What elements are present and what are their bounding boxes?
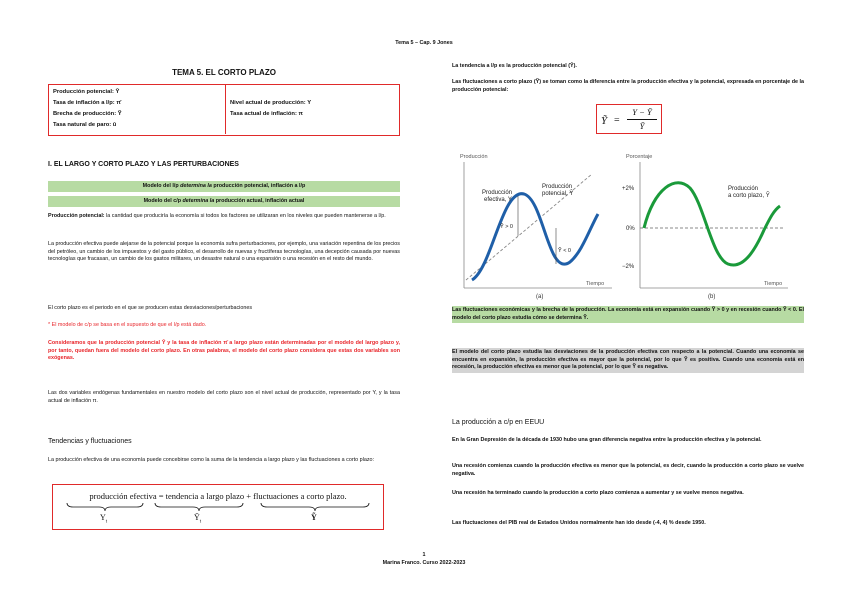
page-header: Tema 5 – Cap. 9 Jones — [395, 40, 453, 46]
fig-a-label-pot-2: potencial, Ȳ — [542, 191, 574, 197]
fig-b-ylabel: Porcentaje — [626, 154, 653, 160]
def-actual-inflation: Tasa actual de inflación: π — [230, 111, 303, 117]
formula-lhs: Ỹ — [601, 115, 608, 127]
def-potential: Producción potencial: Ȳ — [53, 89, 120, 95]
figure-a — [452, 148, 632, 304]
fig-b-label-2: a corto plazo, Ỹ — [728, 193, 770, 199]
fig-a-label-pot-1: Producción — [542, 184, 573, 190]
page-number: 1 — [422, 552, 426, 558]
footer-author: Marina Franco. Curso 2022-2023 — [382, 560, 466, 566]
definitions-box — [48, 84, 400, 136]
fig-a-xlabel: Tiempo — [586, 281, 605, 287]
equation-ytilde: Ỹ — [311, 513, 317, 522]
paragraph-gdp-range: Las fluctuaciones del PIB real de Estados Unidos normalmente han ido desde (-4, 4) % desde 1950. — [452, 520, 706, 526]
definitions-divider — [225, 85, 226, 134]
green-paragraph: Las fluctuaciones económicas y la brecha de la producción. La economía está en expansión cuando Ỹ > 0 y en recesión cuando Ỹ < 0. El modelo del corto plazo estudia cómo se determina Ỹ. — [452, 306, 804, 323]
figure-b — [620, 148, 806, 304]
subheading-trends: Tendencias y fluctuaciones — [48, 438, 132, 445]
formula-equals: = — [614, 115, 620, 126]
equation-box — [52, 484, 384, 530]
equation-y: $Y_t$ — [100, 513, 108, 525]
formula-fraction-bar — [627, 119, 657, 120]
fig-b-tick-minus2: −2% — [622, 264, 635, 270]
fig-a-actual-curve — [472, 194, 598, 280]
definitions-col1 — [53, 87, 223, 131]
model-lp-banner: Modelo del l/p determina la producción potencial, inflación a l/p — [48, 181, 400, 192]
fig-a-gt: Ỹ > 0 — [500, 224, 513, 230]
paragraph-sum: La producción efectiva de una economía puede concebirse como la suma de la tendencia a largo plazo y las fluctuaciones a corto plazo: — [48, 457, 375, 463]
paragraph-trend: La tendencia a l/p es la producción potencial (Ȳ). — [452, 63, 577, 69]
def-inflation-lp: Tasa de inflación a l/p: π̄ — [53, 100, 121, 106]
paragraph-recession-end: Una recesión ha terminado cuando la producción a corto plazo comienza a aumentar y se vuelve menos negativa. — [452, 490, 744, 496]
formula-denominator: Ȳ — [639, 121, 645, 131]
fig-a-label-eff-1: Producción — [482, 190, 513, 196]
subheading-usa: La producción a c/p en EEUU — [452, 419, 545, 426]
equation-ybar: $Ȳ_t$ — [194, 513, 202, 525]
model-cp-banner: Modelo del c/p determina la producción actual, inflación actual — [48, 196, 400, 207]
fig-a-label-eff-2: efectiva, Y — [484, 197, 512, 203]
def-output-gap: Brecha de producción: Ỹ — [53, 111, 122, 117]
fig-b-caption: (b) — [708, 294, 716, 300]
paragraph-assumption: * El modelo de c/p se basa en el supuesto de que el l/p está dado. — [48, 322, 207, 328]
fig-a-lt: Ỹ < 0 — [558, 248, 571, 254]
paragraph-fluctuations: Las fluctuaciones a corto plazo (Ỹ) se toman como la diferencia entre la producción efectiva y la potencial, expresada en porcentaje de la producción potencial: — [452, 79, 804, 93]
paragraph-short-run: El corto plazo es el periodo en el que se producen estas desviaciones/perturbaciones — [48, 305, 253, 311]
paragraph-potential: Producción potencial: la cantidad que produciría la economía si todos los factores se utilizaran en los niveles que pueden mantenerse a l/p. — [48, 213, 386, 219]
fig-a-caption: (a) — [536, 294, 544, 300]
formula-box — [596, 104, 662, 134]
paragraph-depression: En la Gran Depresión de la década de 1930 hubo una gran diferencia negativa entre la producción efectiva y la potencial. — [452, 437, 762, 443]
fig-b-tick-0: 0% — [626, 226, 635, 232]
def-natural-unemployment: Tasa natural de paro: ū — [53, 122, 117, 128]
fig-b-tick-plus2: +2% — [622, 186, 635, 192]
grey-paragraph: El modelo del corto plazo estudia las desviaciones de la producción efectiva con respecto a la potencial. Cuando una economía se encuentra en expansión, la producción efectiva es mayor que la potencial, por lo que Ỹ es positiva. Cuando una economía está en recesión, la producción efectiva es menor que la potencial, por lo que Ỹ es negativa. — [452, 348, 804, 373]
paragraph-perturbations: La producción efectiva puede alejarse de la potencial porque la economía sufra perturbaciones, por ejemplo, una variación repentina de los precios del petróleo, un cambio de los impuestos y del gasto público, el desarrollo de nuevas y fructíferas tecnologías, una decepción causada por nuevas tecnologías que fracasan, un cambio de los gastos militares, un desastre natural o una expansión o una recesión en el resto del mundo. — [48, 241, 400, 263]
section-heading-1: I. EL LARGO Y CORTO PLAZO Y LAS PERTURBACIONES — [48, 161, 239, 168]
def-actual-output: Nivel actual de producción: Y — [230, 100, 312, 106]
formula-numerator: Y − Ȳ — [632, 107, 652, 117]
paragraph-endogenous: Las dos variables endógenas fundamentales en nuestro modelo del corto plazo son el nivel actual de producción, representado por Y, y la tasa actual de inflación π. — [48, 390, 400, 404]
fig-b-label-1: Producción — [728, 186, 759, 192]
fig-a-ylabel: Producción — [460, 154, 488, 160]
paragraph-exogenous: Consideramos que la producción potencial Ȳ y la tasa de inflación π̄ a largo plazo están determinadas por el modelo del largo plazo y, por tanto, quedan fuera del modelo del corto plazo. En otras palabras, el modelo del corto plazo considera que estas dos variables son exógenas. — [48, 340, 400, 362]
tema-title: TEMA 5. EL CORTO PLAZO — [172, 68, 276, 77]
fig-b-xlabel: Tiempo — [764, 281, 783, 287]
equation-line: producción efectiva = tendencia a largo plazo + fluctuaciones a corto plazo. — [89, 491, 347, 501]
definitions-col2 — [230, 98, 395, 120]
paragraph-recession-start: Una recesión comienza cuando la producción efectiva es menor que la potencial, es decir, cuando la producción a corto plazo se vuelve negativa. — [452, 463, 804, 477]
